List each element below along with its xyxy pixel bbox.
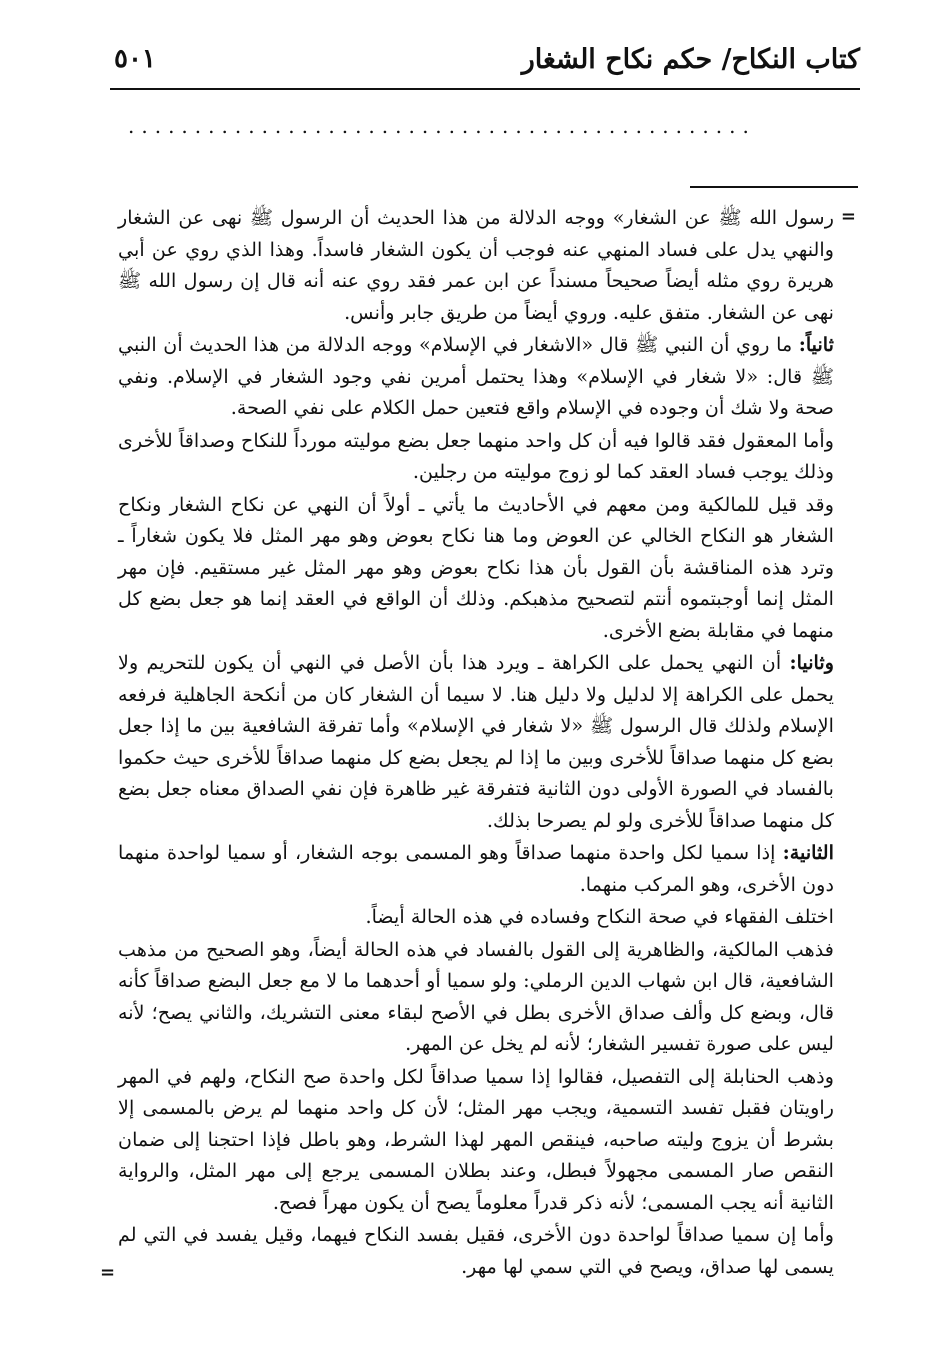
paragraph <box>118 837 834 900</box>
paragraph-text: فذهب المالكية، والظاهرية إلى القول بالفساد في هذه الحالة أيضاً، وهو الصحيح من مذهب الشافعية، قال ابن شهاب الدين الرملي: ولو سميا أو أحدهما ما لا مع جعل البضع صداقاً كأنه قال، وبضع كل وألف صداق الأخرى بطل في الأصح لبقاء معنى التشريك، والثاني يصح؛ لأنه ليس على صورة تفسير الشغار؛ لأنه لم يخل عن المهر. <box>118 937 834 1055</box>
paragraph-text: ما روي أن النبي ﷺ قال «الاشغار في الإسلام» ووجه الدلالة من هذا الحديث أن النبي ﷺ قال: «لا شغار في الإسلام» وهذا يحتمل أمرين نفي وجود الشغار في الإسلام. ونفي صحة ولا شك أن وجوده في الإسلام واقع فتعين حمل الكلام على نفي الصحة. <box>118 333 834 419</box>
paragraph <box>118 425 834 488</box>
paragraph <box>118 329 834 424</box>
footnote-rule <box>690 186 858 188</box>
paragraph-lead: الثانية: <box>782 841 834 864</box>
paragraph-text: وأما إن سميا صداقاً لواحدة دون الأخرى، فقيل بفسد النكاح فيهما، وقيل يفسد في التي لم يسمى لها صداق، ويصح في التي سمي لها مهر. <box>118 1223 834 1278</box>
dotted-separator: ............................................... <box>128 114 756 134</box>
paragraph-text: اختلف الفقهاء في صحة النكاح وفساده في هذه الحالة أيضاً. <box>365 905 834 928</box>
paragraph <box>118 647 834 836</box>
paragraph-text: رسول الله ﷺ عن الشغار» ووجه الدلالة من هذا الحديث أن الرسول ﷺ نهى عن الشغار والنهي يدل على فساد المنهي عنه فوجب أن يكون الشغار فاسداً. وهذا الذي روي عن أبي هريرة روي مثله أيضاً صحيحاً مسنداً عن ابن عمر فقد روي عنه أنه قال إن رسول الله ﷺ نهى عن الشغار. متفق عليه. وروي أيضاً من طريق جابر وأنس. <box>118 206 834 324</box>
paragraph <box>118 202 834 328</box>
paragraph-text: وأما المعقول فقد قالوا فيه أن كل واحد منهما جعل بضع موليته مورداً للنكاح وصداقاً للأخرى وذلك يوجب فساد العقد كما لو زوج موليته من رجلين. <box>118 428 834 483</box>
paragraph-text: وقد قيل للمالكية ومن معهم في الأحاديث ما يأتي ـ أولاً أن النهي عن نكاح الشغار ونكاح الشغار هو النكاح الخالي عن العوض وما هنا نكاح بعوض وهو مهر المثل فلا يكون شغاراً ـ وترد هذه المناقشة بأن القول بأن هذا نكاح بعوض وهو مهر المثل غير مستقيم. فإن مهر المثل إنما أوجبتموه أنتم لتصحيح مذهبكم. وذلك أن الواقع في العقد إنما هو جعل بضع كل منهما في مقابلة بضع الأخرى. <box>118 492 834 642</box>
paragraph <box>118 901 834 933</box>
page-number: ٥٠١ <box>114 44 156 74</box>
continuation-mark-top: = <box>840 206 856 227</box>
paragraph-text: أن النهي يحمل على الكراهة ـ ويرد هذا بأن الأصل في النهي أن يكون للتحريم ولا يحمل على الكراهة إلا لدليل ولا دليل هنا. لا سيما أن الشغار كان من أنكحة الجاهلية فرفعه الإسلام ولذلك قال الرسول ﷺ «لا شغار في الإسلام» وأما تفرقة الشافعية بين ما إذا جعل بضع كل منهما صداقاً للأخرى وبين ما إذا لم يجعل بضع كل منهما صداقاً للأخرى حيث حكموا بالفساد في الصورة الأولى دون الثانية فتفرقة غير ظاهرة فإن نفي الصداق معناه جعل بضع كل منهما صداقاً للأخرى ولو لم يصرحا بذلك. <box>118 651 834 832</box>
chapter-title: كتاب النكاح/ حكم نكاح الشغار <box>521 44 860 75</box>
paragraph <box>118 1219 834 1282</box>
paragraph <box>118 934 834 1060</box>
footnote-body <box>118 202 834 1282</box>
paragraph <box>118 489 834 647</box>
paragraph-text: إذا سميا لكل واحدة منهما صداقاً وهو المسمى بوجه الشغار، أو سميا لواحدة منهما دون الأخرى، وهو المركب منهما. <box>118 841 834 896</box>
paragraph-lead: وثانيا: <box>789 651 834 674</box>
running-header <box>110 38 860 90</box>
paragraph-lead: ثانياً: <box>798 333 834 356</box>
continuation-mark-bottom: = <box>100 1262 116 1283</box>
paragraph-text: وذهب الحنابلة إلى التفصيل، فقالوا إذا سميا صداقاً لكل واحدة صح النكاح، ولهم في المهر راويتان فقبل تفسد التسمية، ويجب مهر المثل؛ لأن كل واحد منهما لم يرض بالمسمى إلا بشرط أن يزوج وليته صاحبه، فينقص المهر لهذا الشرط، وهو باطل فإذا احتجنا إلى ضمان النقص صار المسمى مجهولاً فبطل، وعند بطلان المسمى يرجع إلى مهر المثل، والرواية الثانية أنه يجب المسمى؛ لأنه ذكر قدراً معلوماً يصح أن يكون مهراً فصح. <box>118 1064 834 1214</box>
paragraph <box>118 1061 834 1219</box>
